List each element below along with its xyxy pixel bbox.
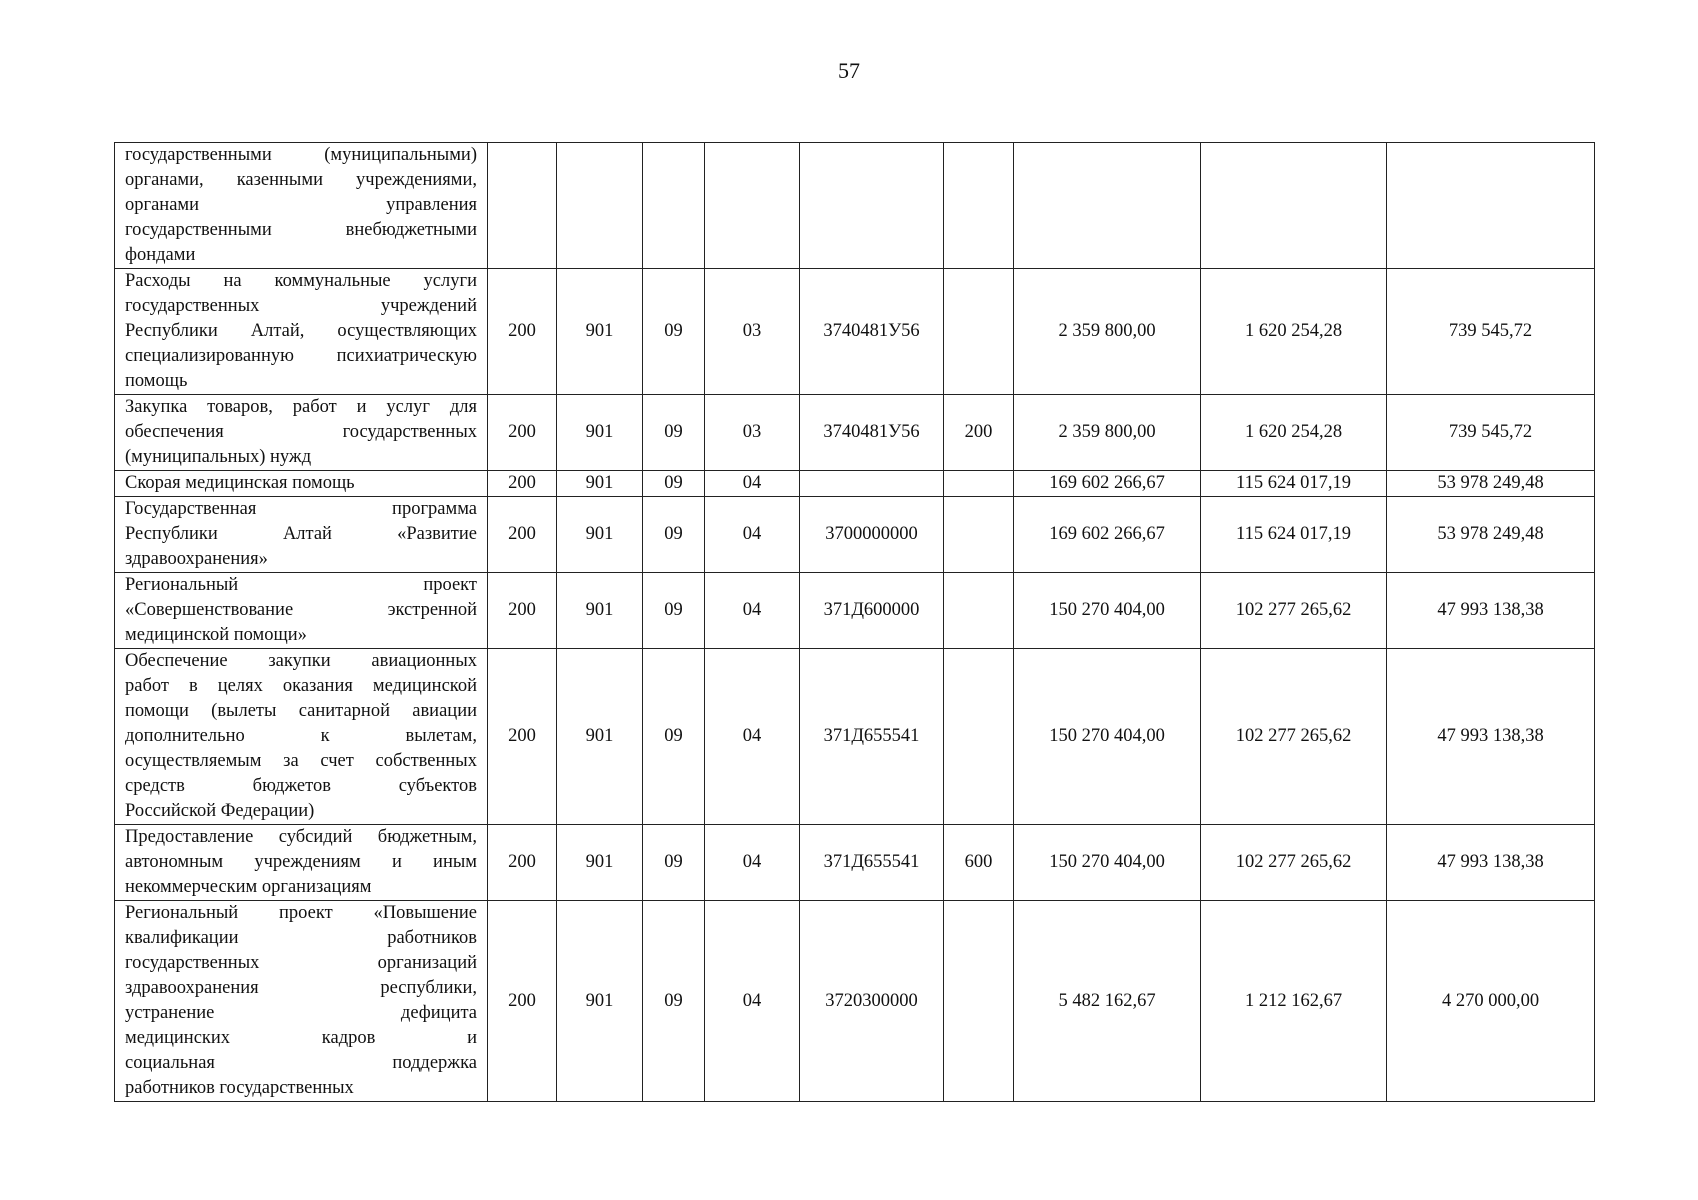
grbs-cell xyxy=(488,143,557,269)
row-name-line: помощи (вылеты санитарной авиации xyxy=(125,701,477,721)
section-cell: 09 xyxy=(643,395,705,471)
table-body xyxy=(115,143,1595,1102)
row-name-line: средств бюджетов субъектов xyxy=(125,776,477,796)
approved-cell xyxy=(1014,143,1201,269)
row-name-line: Предоставление субсидий бюджетным, xyxy=(125,827,477,847)
row-name-line: социальная поддержка xyxy=(125,1053,477,1073)
row-name-line: Российской Федерации) xyxy=(125,801,315,821)
executed-cell xyxy=(1201,143,1387,269)
approved-cell: 150 270 404,00 xyxy=(1014,649,1201,825)
grbs-cell: 200 xyxy=(488,395,557,471)
target-article-cell: 3720300000 xyxy=(800,901,944,1102)
subsection-cell: 04 xyxy=(705,901,800,1102)
executed-cell: 115 624 017,19 xyxy=(1201,497,1387,573)
section-cell xyxy=(643,143,705,269)
grbs-cell: 200 xyxy=(488,825,557,901)
row-name-line: медицинских кадров и xyxy=(125,1028,477,1048)
expense-type-cell xyxy=(944,497,1014,573)
admin-code-cell xyxy=(557,143,643,269)
table-row xyxy=(115,269,1595,395)
row-name-line: дополнительно к вылетам, xyxy=(125,726,477,746)
admin-code-cell: 901 xyxy=(557,395,643,471)
approved-cell: 150 270 404,00 xyxy=(1014,825,1201,901)
approved-cell: 5 482 162,67 xyxy=(1014,901,1201,1102)
budget-table xyxy=(114,142,1595,1102)
row-name-line: органами управления xyxy=(125,195,477,215)
row-name-line: Региональный проект «Повышение xyxy=(125,903,477,923)
target-article-cell: 371Д600000 xyxy=(800,573,944,649)
row-name-line: устранение дефицита xyxy=(125,1003,477,1023)
section-cell: 09 xyxy=(643,471,705,497)
remainder-cell: 47 993 138,38 xyxy=(1387,573,1595,649)
table-row xyxy=(115,825,1595,901)
subsection-cell: 03 xyxy=(705,395,800,471)
row-name-line: «Совершенствование экстренной xyxy=(125,600,477,620)
target-article-cell xyxy=(800,471,944,497)
expense-type-cell: 600 xyxy=(944,825,1014,901)
approved-cell: 169 602 266,67 xyxy=(1014,497,1201,573)
row-name-line: государственных учреждений xyxy=(125,296,477,316)
row-name-line: Закупка товаров, работ и услуг для xyxy=(125,397,477,417)
table-row xyxy=(115,901,1595,1102)
expense-type-cell xyxy=(944,901,1014,1102)
admin-code-cell: 901 xyxy=(557,269,643,395)
row-name-line: медицинской помощи» xyxy=(125,625,307,645)
row-name-cell xyxy=(115,901,488,1102)
row-name-line: Государственная программа xyxy=(125,499,477,519)
row-name-line: фондами xyxy=(125,245,196,265)
subsection-cell: 04 xyxy=(705,825,800,901)
approved-cell: 150 270 404,00 xyxy=(1014,573,1201,649)
table-row xyxy=(115,143,1595,269)
section-cell: 09 xyxy=(643,269,705,395)
admin-code-cell: 901 xyxy=(557,825,643,901)
row-name-line: Расходы на коммунальные услуги xyxy=(125,271,477,291)
row-name-cell xyxy=(115,471,488,497)
grbs-cell: 200 xyxy=(488,901,557,1102)
admin-code-cell: 901 xyxy=(557,573,643,649)
row-name-line: осуществляемым за счет собственных xyxy=(125,751,477,771)
executed-cell: 1 212 162,67 xyxy=(1201,901,1387,1102)
remainder-cell xyxy=(1387,143,1595,269)
expense-type-cell xyxy=(944,573,1014,649)
page-number: 57 xyxy=(838,58,860,83)
grbs-cell: 200 xyxy=(488,649,557,825)
subsection-cell xyxy=(705,143,800,269)
executed-cell: 1 620 254,28 xyxy=(1201,395,1387,471)
admin-code-cell: 901 xyxy=(557,901,643,1102)
section-cell: 09 xyxy=(643,649,705,825)
executed-cell: 1 620 254,28 xyxy=(1201,269,1387,395)
approved-cell: 169 602 266,67 xyxy=(1014,471,1201,497)
expense-type-cell xyxy=(944,143,1014,269)
table-row xyxy=(115,471,1595,497)
executed-cell: 102 277 265,62 xyxy=(1201,573,1387,649)
row-name-line: Региональный проект xyxy=(125,575,477,595)
table-row xyxy=(115,497,1595,573)
admin-code-cell: 901 xyxy=(557,497,643,573)
section-cell: 09 xyxy=(643,825,705,901)
row-name-cell xyxy=(115,825,488,901)
target-article-cell xyxy=(800,143,944,269)
section-cell: 09 xyxy=(643,901,705,1102)
remainder-cell: 4 270 000,00 xyxy=(1387,901,1595,1102)
remainder-cell: 53 978 249,48 xyxy=(1387,471,1595,497)
table-row xyxy=(115,573,1595,649)
admin-code-cell: 901 xyxy=(557,649,643,825)
row-name-line: Обеспечение закупки авиационных xyxy=(125,651,477,671)
remainder-cell: 47 993 138,38 xyxy=(1387,649,1595,825)
row-name-line: государственными внебюджетными xyxy=(125,220,477,240)
expense-type-cell xyxy=(944,649,1014,825)
grbs-cell: 200 xyxy=(488,497,557,573)
row-name-line: некоммерческим организациям xyxy=(125,877,372,897)
grbs-cell: 200 xyxy=(488,471,557,497)
admin-code-cell: 901 xyxy=(557,471,643,497)
target-article-cell: 371Д655541 xyxy=(800,825,944,901)
row-name-cell xyxy=(115,395,488,471)
subsection-cell: 04 xyxy=(705,649,800,825)
remainder-cell: 47 993 138,38 xyxy=(1387,825,1595,901)
row-name-cell xyxy=(115,649,488,825)
subsection-cell: 03 xyxy=(705,269,800,395)
table-row xyxy=(115,395,1595,471)
row-name-line: Республики Алтай «Развитие xyxy=(125,524,477,544)
executed-cell: 115 624 017,19 xyxy=(1201,471,1387,497)
row-name-line: квалификации работников xyxy=(125,928,477,948)
section-cell: 09 xyxy=(643,573,705,649)
section-cell: 09 xyxy=(643,497,705,573)
approved-cell: 2 359 800,00 xyxy=(1014,269,1201,395)
target-article-cell: 371Д655541 xyxy=(800,649,944,825)
grbs-cell: 200 xyxy=(488,269,557,395)
subsection-cell: 04 xyxy=(705,471,800,497)
executed-cell: 102 277 265,62 xyxy=(1201,649,1387,825)
expense-type-cell xyxy=(944,471,1014,497)
row-name-line: работ в целях оказания медицинской xyxy=(125,676,477,696)
row-name-cell xyxy=(115,269,488,395)
grbs-cell: 200 xyxy=(488,573,557,649)
row-name-line: Республики Алтай, осуществляющих xyxy=(125,321,477,341)
table-row xyxy=(115,649,1595,825)
remainder-cell: 739 545,72 xyxy=(1387,269,1595,395)
target-article-cell: 3740481У56 xyxy=(800,269,944,395)
subsection-cell: 04 xyxy=(705,573,800,649)
subsection-cell: 04 xyxy=(705,497,800,573)
row-name-line: здравоохранения республики, xyxy=(125,978,477,998)
executed-cell: 102 277 265,62 xyxy=(1201,825,1387,901)
row-name-line: (муниципальных) нужд xyxy=(125,447,312,467)
row-name-cell xyxy=(115,143,488,269)
approved-cell: 2 359 800,00 xyxy=(1014,395,1201,471)
row-name-line: государственными (муниципальными) xyxy=(125,145,477,165)
row-name-line: органами, казенными учреждениями, xyxy=(125,170,477,190)
remainder-cell: 739 545,72 xyxy=(1387,395,1595,471)
row-name-line: государственных организаций xyxy=(125,953,477,973)
row-name-line: специализированную психиатрическую xyxy=(125,346,477,366)
expense-type-cell: 200 xyxy=(944,395,1014,471)
remainder-cell: 53 978 249,48 xyxy=(1387,497,1595,573)
target-article-cell: 3740481У56 xyxy=(800,395,944,471)
row-name-cell xyxy=(115,497,488,573)
row-name-line: работников государственных xyxy=(125,1078,354,1098)
expense-type-cell xyxy=(944,269,1014,395)
row-name-line: помощь xyxy=(125,371,188,391)
target-article-cell: 3700000000 xyxy=(800,497,944,573)
row-name-line: здравоохранения» xyxy=(125,549,268,569)
row-name-line: автономным учреждениям и иным xyxy=(125,852,477,872)
row-name-line: обеспечения государственных xyxy=(125,422,477,442)
row-name-cell xyxy=(115,573,488,649)
row-name-line: Скорая медицинская помощь xyxy=(125,473,355,493)
